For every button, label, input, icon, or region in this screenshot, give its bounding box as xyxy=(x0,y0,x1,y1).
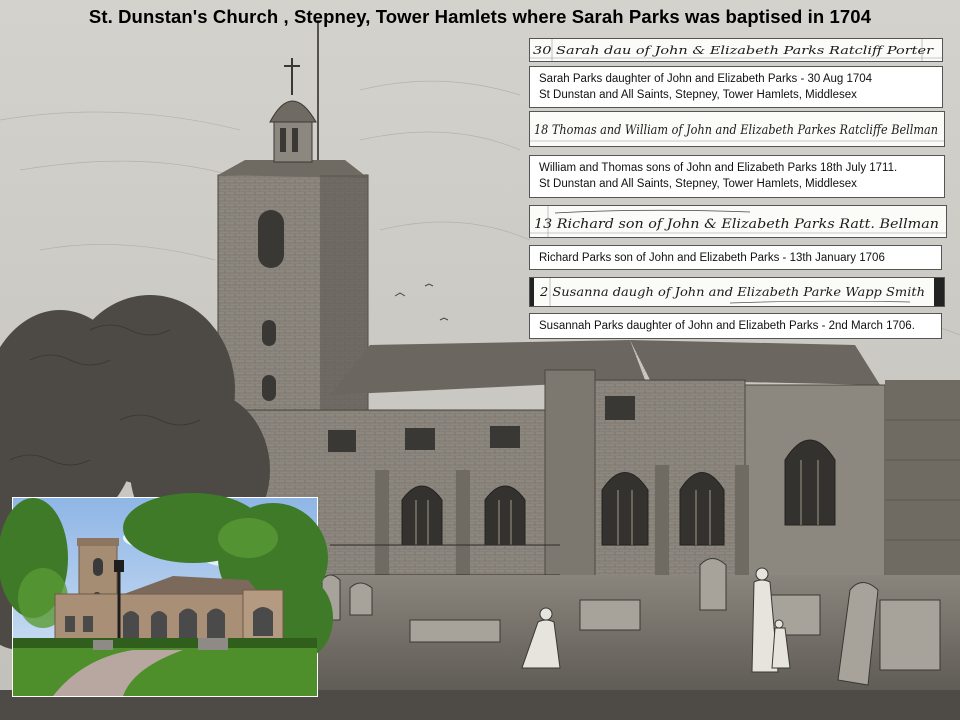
handwriting-text: 18 Thomas and William of John and Elizabeth Parkes Ratcliffe Bellman xyxy=(534,123,938,138)
caption-richard xyxy=(529,245,942,270)
handwriting-record-sarah xyxy=(529,38,943,62)
handwriting-text: 13 Richard son of John & Elizabeth Parks Ratt. Bellman xyxy=(534,217,939,232)
caption-line: Richard Parks son of John and Elizabeth Parks - 13th January 1706 xyxy=(539,252,885,264)
caption-line: Susannah Parks daughter of John and Elizabeth Parks - 2nd March 1706. xyxy=(539,320,915,332)
handwriting-record-richard xyxy=(529,205,947,238)
caption-william-thomas xyxy=(529,155,945,198)
caption-line: St Dunstan and All Saints, Stepney, Tower Hamlets, Middlesex xyxy=(539,178,857,190)
caption-line xyxy=(539,160,935,176)
caption-susannah xyxy=(529,313,942,339)
caption-sarah xyxy=(529,66,943,108)
handwriting-text: 30 Sarah dau of John & Elizabeth Parks Ratcliff Porter xyxy=(533,44,934,57)
handwriting-text: 2 Susanna daugh of John and Elizabeth Parke Wapp Smith xyxy=(538,285,925,299)
slide-title: St. Dunstan's Church , Stepney, Tower Hamlets where Sarah Parks was baptised in 1704 xyxy=(88,6,872,27)
caption-text: William and Thomas sons of John and Elizabeth Parks 18th July 1711. xyxy=(539,162,898,174)
caption-line: St Dunstan and All Saints, Stepney, Tower Hamlets, Middlesex xyxy=(539,89,857,101)
caption-line: Sarah Parks daughter of John and Elizabeth Parks - 30 Aug 1704 xyxy=(539,73,873,85)
church-photo xyxy=(12,497,318,697)
handwriting-record-susannah xyxy=(529,277,945,307)
handwriting-record-william-thomas xyxy=(529,111,945,147)
